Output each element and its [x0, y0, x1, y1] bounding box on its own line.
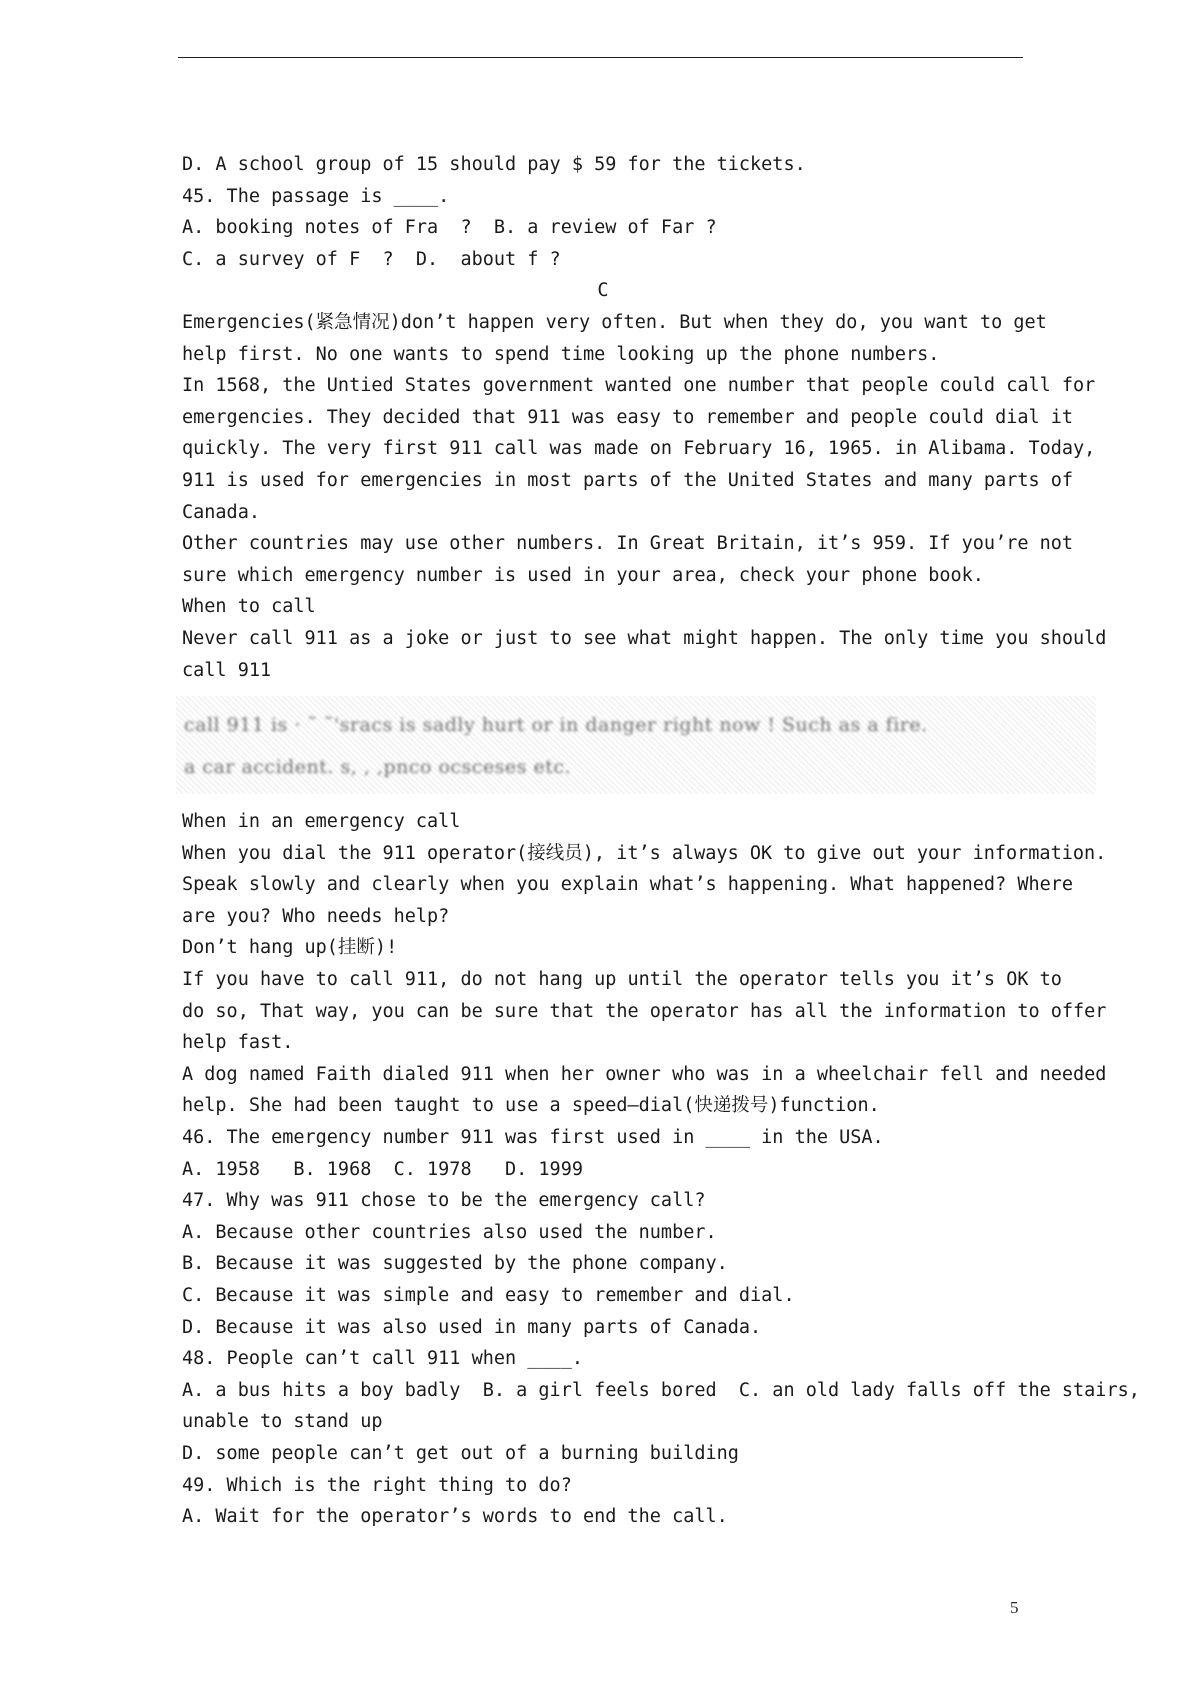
text-line: emergencies. They decided that 911 was easy to remember and people could dial it	[182, 406, 1074, 428]
text-line: Emergencies(紧急情况)don’t happen very often. But when they do, you want to get	[182, 311, 1047, 333]
top-lines	[182, 149, 1024, 275]
text-line: In 1568, the Untied States government wanted one number that people could call for	[182, 375, 1096, 397]
text-line: Other countries may use other numbers. In Great Britain, it’s 959. If you’re not	[182, 533, 1074, 555]
text-line: C. a survey of F ? D. about f ?	[182, 248, 561, 270]
text-line: call 911	[182, 659, 272, 681]
text-line: A. booking notes of Fra ? B. a review of Far ?	[182, 217, 717, 239]
text-line: A. Wait for the operator’s words to end the call.	[182, 1506, 728, 1528]
text-line: 911 is used for emergencies in most parts of the United States and many parts of	[182, 469, 1074, 491]
text-line: 46. The emergency number 911 was first used in ____ in the USA.	[182, 1127, 884, 1149]
text-line: D. Because it was also used in many parts of Canada.	[182, 1316, 762, 1338]
page-number: 5	[1010, 1598, 1019, 1617]
blurred-line-1: call 911 is · ˜ ˜'sracs is sadly hurt or in danger right now ! Such as a fire.	[184, 714, 928, 737]
text-line: 47. Why was 911 chose to be the emergency call?	[182, 1190, 706, 1212]
text-line: A. a bus hits a boy badly B. a girl feels bored C. an old lady falls off the stairs,	[182, 1379, 1140, 1401]
text-line: do so, That way, you can be sure that the operator has all the information to offer	[182, 1000, 1107, 1022]
text-line: When to call	[182, 596, 316, 618]
header-rule	[178, 57, 1023, 58]
text-line: help fast.	[182, 1032, 294, 1054]
text-line: quickly. The very first 911 call was made on February 16, 1965. in Alibama. Today,	[182, 438, 1096, 460]
question-lines	[182, 806, 1140, 1533]
text-line: Don’t hang up(挂断)!	[182, 937, 398, 959]
text-line: help first. No one wants to spend time looking up the phone numbers.	[182, 343, 940, 365]
text-line: sure which emergency number is used in your area, check your phone book.	[182, 564, 984, 586]
text-line: If you have to call 911, do not hang up until the operator tells you it’s OK to	[182, 969, 1062, 991]
text-line: D. A school group of 15 should pay $ 59 for the tickets.	[182, 154, 806, 175]
text-line: A. Because other countries also used the number.	[182, 1221, 717, 1243]
text-line: A dog named Faith dialed 911 when her owner who was in a wheelchair fell and needed	[182, 1063, 1107, 1085]
text-line: When you dial the 911 operator(接线员), it’s always OK to give out your information.	[182, 842, 1107, 864]
text-line: B. Because it was suggested by the phone company.	[182, 1253, 728, 1275]
text-line: Never call 911 as a joke or just to see what might happen. The only time you should	[182, 627, 1107, 649]
passage-lines	[182, 307, 1107, 686]
text-line: Canada.	[182, 501, 260, 523]
text-line: 49. Which is the right thing to do?	[182, 1474, 572, 1496]
blurred-line-2: a car accident. s, , ,pnco ocsceses etc.	[184, 756, 572, 779]
text-line: D. some people can’t get out of a burning building	[182, 1442, 739, 1464]
text-line: 48. People can’t call 911 when ____.	[182, 1348, 583, 1370]
text-line: are you? Who needs help?	[182, 905, 450, 927]
text-line: Speak slowly and clearly when you explain what’s happening. What happened? Where	[182, 874, 1074, 896]
section-label: C	[597, 280, 609, 302]
text-line: A. 1958 B. 1968 C. 1978 D. 1999	[182, 1158, 583, 1180]
text-line: unable to stand up	[182, 1411, 383, 1433]
text-line: help. She had been taught to use a speed—dial(快递拨号)function.	[182, 1095, 880, 1117]
blurred-text-image	[176, 696, 1096, 794]
text-line: C. Because it was simple and easy to remember and dial.	[182, 1285, 795, 1306]
page-content	[182, 149, 1140, 1533]
text-line: When in an emergency call	[182, 811, 461, 833]
text-line: 45. The passage is ____.	[182, 185, 450, 207]
